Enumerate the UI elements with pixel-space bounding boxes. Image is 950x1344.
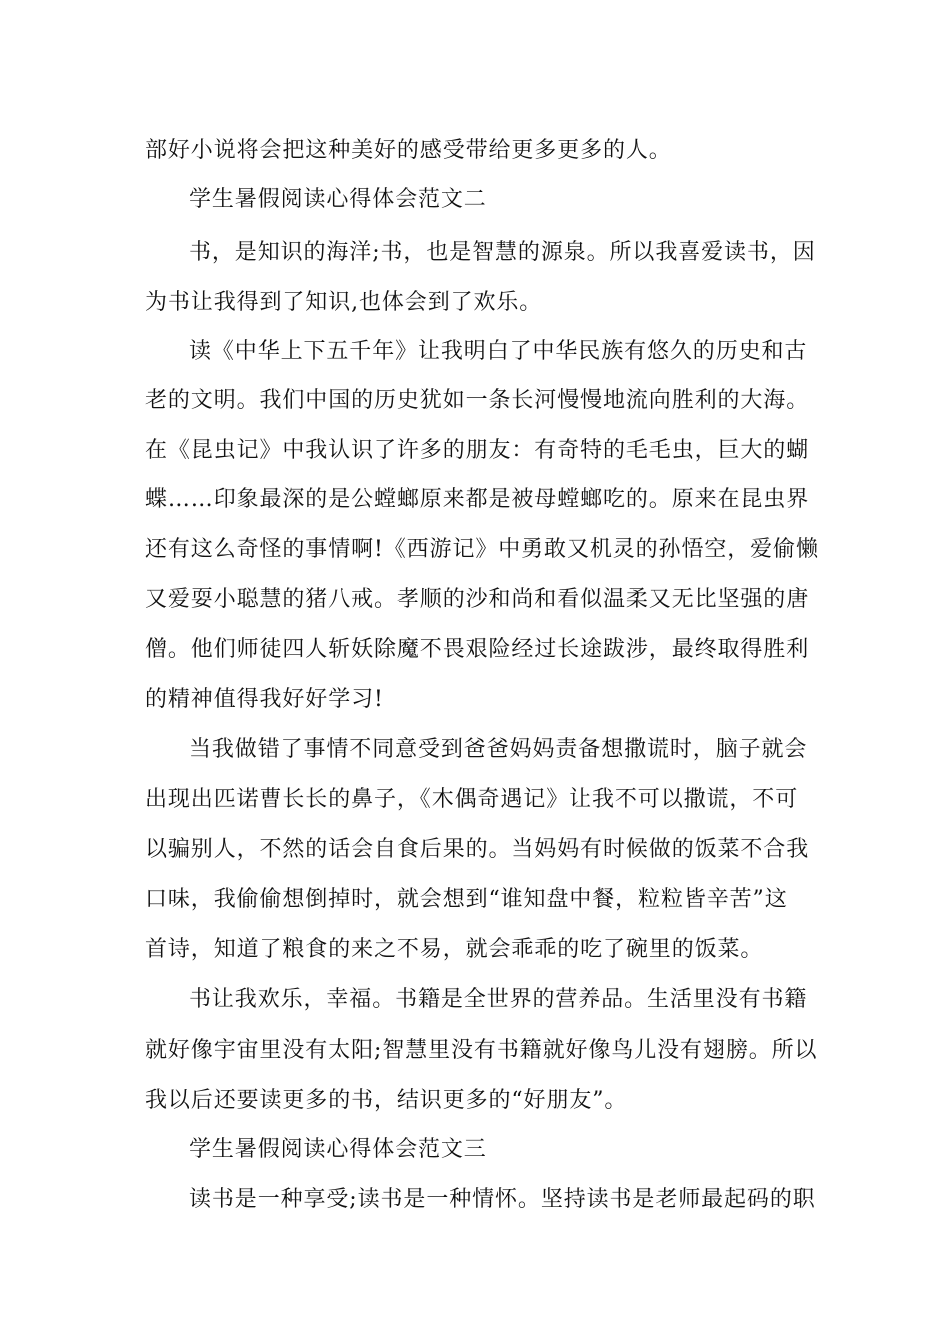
text-line: 首诗，知道了粮食的来之不易，就会乖乖的吃了碗里的饭菜。: [145, 937, 764, 962]
text-line: 出现出匹诺曹长长的鼻子，《木偶奇遇记》让我不可以撒谎，不可: [145, 787, 799, 812]
text-line: 的精神值得我好好学习!: [145, 687, 384, 712]
text-line: 为书让我得到了知识,也体会到了欢乐。: [145, 290, 543, 315]
text-line: 口味，我偷偷想倒掉时，就会想到“谁知盘中餐，粒粒皆辛苦”这: [145, 887, 788, 912]
text-line: 蝶……印象最深的是公螳螂原来都是被母螳螂吃的。原来在昆虫界: [145, 487, 810, 512]
text-line: 还有这么奇怪的事情啊!《西游记》中勇敢又机灵的孙悟空，爱偷懒: [145, 537, 819, 562]
text-line: 当我做错了事情不同意受到爸爸妈妈责备想撒谎时，脑子就会: [189, 737, 808, 762]
text-line: 老的文明。我们中国的历史犹如一条长河慢慢地流向胜利的大海。: [145, 388, 810, 413]
text-line: 部好小说将会把这种美好的感受带给更多更多的人。: [145, 138, 672, 163]
text-line: 就好像宇宙里没有太阳;智慧里没有书籍就好像鸟儿没有翅膀。所以: [145, 1038, 818, 1063]
section-heading: 学生暑假阅读心得体会范文三: [189, 1137, 487, 1162]
text-line: 我以后还要读更多的书，结识更多的“好朋友”。: [145, 1088, 628, 1113]
section-heading: 学生暑假阅读心得体会范文二: [189, 187, 487, 212]
text-line: 僧。他们师徒四人斩妖除魔不畏艰险经过长途跋涉，最终取得胜利: [145, 637, 810, 662]
text-line: 以骗别人，不然的话会自食后果的。当妈妈有时候做的饭菜不合我: [145, 837, 810, 862]
text-line: 又爱耍小聪慧的猪八戒。孝顺的沙和尚和看似温柔又无比坚强的唐: [145, 587, 810, 612]
text-line: 读书是一种享受;读书是一种情怀。坚持读书是老师最起码的职: [189, 1187, 816, 1212]
text-line: 读《中华上下五千年》让我明白了中华民族有悠久的历史和古: [189, 339, 808, 364]
text-line: 在《昆虫记》中我认识了许多的朋友：有奇特的毛毛虫，巨大的蝴: [145, 438, 810, 463]
text-line: 书让我欢乐，幸福。书籍是全世界的营养品。生活里没有书籍: [189, 987, 808, 1012]
text-line: 书，是知识的海洋;书，也是智慧的源泉。所以我喜爱读书，因: [189, 240, 816, 265]
